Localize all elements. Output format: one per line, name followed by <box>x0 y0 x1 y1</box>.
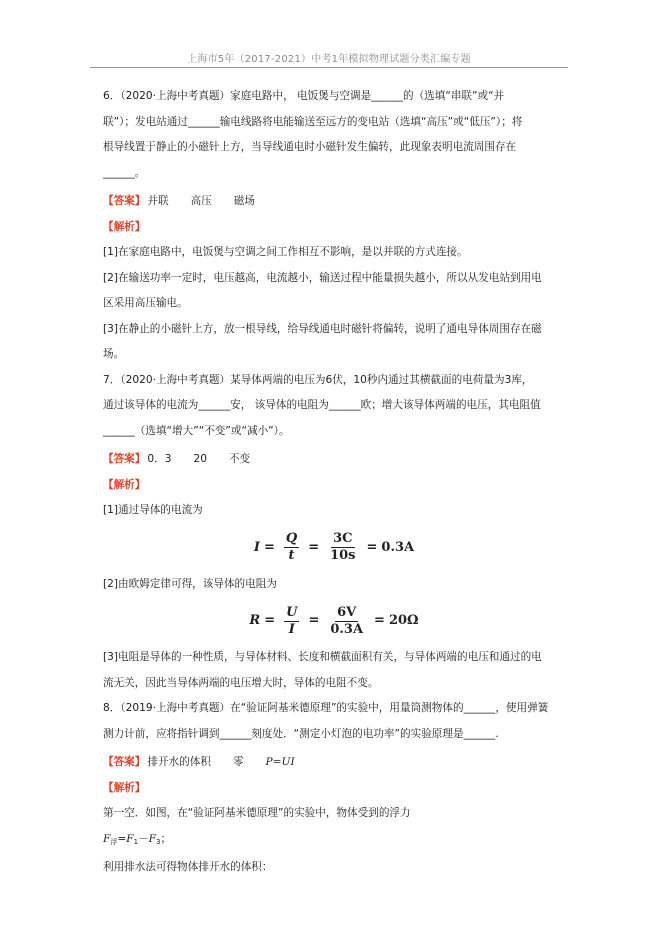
q7-analysis-tag: 【解析】 <box>103 478 146 491</box>
q6-analysis-2a: [2]在输送功率一定时，电压越高，电流越小，输送过程中能量损失越小，所以从发电站到用电 <box>103 271 542 284</box>
q7-analysis-3a: [3]电阻是导体的一种性质，与导体材料、长度和横截面积有关，与导体两端的电压和通过的电 <box>103 651 542 663</box>
document-body <box>103 84 565 881</box>
q6-text-line4: ______。 <box>103 166 146 179</box>
q7-analysis-1: [1]通过导体的电流为 <box>103 504 203 516</box>
answer-tag: 【答案】 <box>103 195 146 207</box>
q6-answer-a: 并联 <box>147 195 169 207</box>
q8-answer-c: P=UI <box>265 756 295 768</box>
q6-answer <box>103 189 565 215</box>
q6-text-line3: 根导线置于静止的小磁针上方，当导线通电时小磁针发生偏转，此现象表明电流周围存在 <box>103 141 517 153</box>
q7-analysis-2: [2]由欧姆定律可得，该导体的电阻为 <box>103 577 277 590</box>
q6-answer-c: 磁场 <box>233 195 255 207</box>
q8-analysis-2: 利用排水法可得物体排开水的体积： <box>103 861 273 873</box>
q6-analysis-1: [1]在家庭电路中，电饭煲与空调之间工作相互不影响，是以并联的方式连接。 <box>103 246 468 258</box>
page-header-title: 上海市5年（2017-2021）中考1年模拟物理试题分类汇编专题 <box>187 54 471 65</box>
q8-answer-a: 排开水的体积 <box>147 756 211 768</box>
q8-answer <box>103 750 565 776</box>
q7-answer <box>103 447 565 473</box>
resistance-equation: R = $\frac{U}{I}$ = $\frac{6V}{0.3A}$ = 20Ω <box>249 604 419 637</box>
q8-buoyancy-formula: $F_浮=F_1-F_3$； <box>103 832 172 846</box>
q7-analysis-3b: 流无关，因此当导体两端的电压增大时，导体的电阻不变。 <box>103 676 379 689</box>
q8-analysis-tag: 【解析】 <box>103 781 146 794</box>
q6-text-line1: 6．（2020·上海中考真题）家庭电路中， 电饭煲与空调是______的（选填“串联”或“并 <box>103 90 505 102</box>
q7-answer-c: 不变 <box>228 453 251 465</box>
q6-analysis-3a: [3]在静止的小磁针上方，放一根导线，给导线通电时磁针将偏转，说明了通电导体周围存在磁 <box>103 322 542 335</box>
q6-analysis-tag: 【解析】 <box>103 220 146 233</box>
q7-answer-b: 20 <box>193 453 207 465</box>
q7-text-line2: 通过该导体的电流为______安， 该导体的电阻为______欧；增大该导体两端的电压，其电阻值 <box>103 399 541 411</box>
q7-answer-a: 0．3 <box>147 453 172 465</box>
q8-analysis-1: 第一空．如图，在“验证阿基米德原理”的实验中，物体受到的浮力 <box>103 807 411 819</box>
q6-answer-b: 高压 <box>190 195 212 207</box>
q8-answer-b: 零 <box>232 756 244 768</box>
current-equation: I = $\frac{Q}{t}$ = $\frac{3C}{10s}$ = 0.3A <box>253 531 415 563</box>
q6-text-line2: 联”）；发电站通过______输电线路将电能输送至远方的变电站（选填“高压”或“低压”）；将 <box>103 115 523 128</box>
q8-text-line1: 8．（2019·上海中考真题）在“验证阿基米德原理”的实验中，用量筒测物体的______，使用弹簧 <box>103 702 549 714</box>
q6-analysis-3b: 场。 <box>103 348 125 360</box>
answer-tag: 【答案】 <box>103 453 146 465</box>
q6-analysis-2b: 区采用高压输电。 <box>103 297 188 309</box>
header-divider <box>90 67 568 68</box>
q8-text-line2: 测力计前，应将指针调到______刻度处．“测定小灯泡的电功率”的实验原理是______. <box>103 727 499 740</box>
q7-text-line1: 7．（2020·上海中考真题）某导体两端的电压为6伏，10秒内通过其横截面的电荷量为3库， <box>103 373 533 386</box>
q7-text-line3: ______（选填“增大”“不变”或“减小”）。 <box>103 424 290 437</box>
answer-tag: 【答案】 <box>103 756 146 768</box>
